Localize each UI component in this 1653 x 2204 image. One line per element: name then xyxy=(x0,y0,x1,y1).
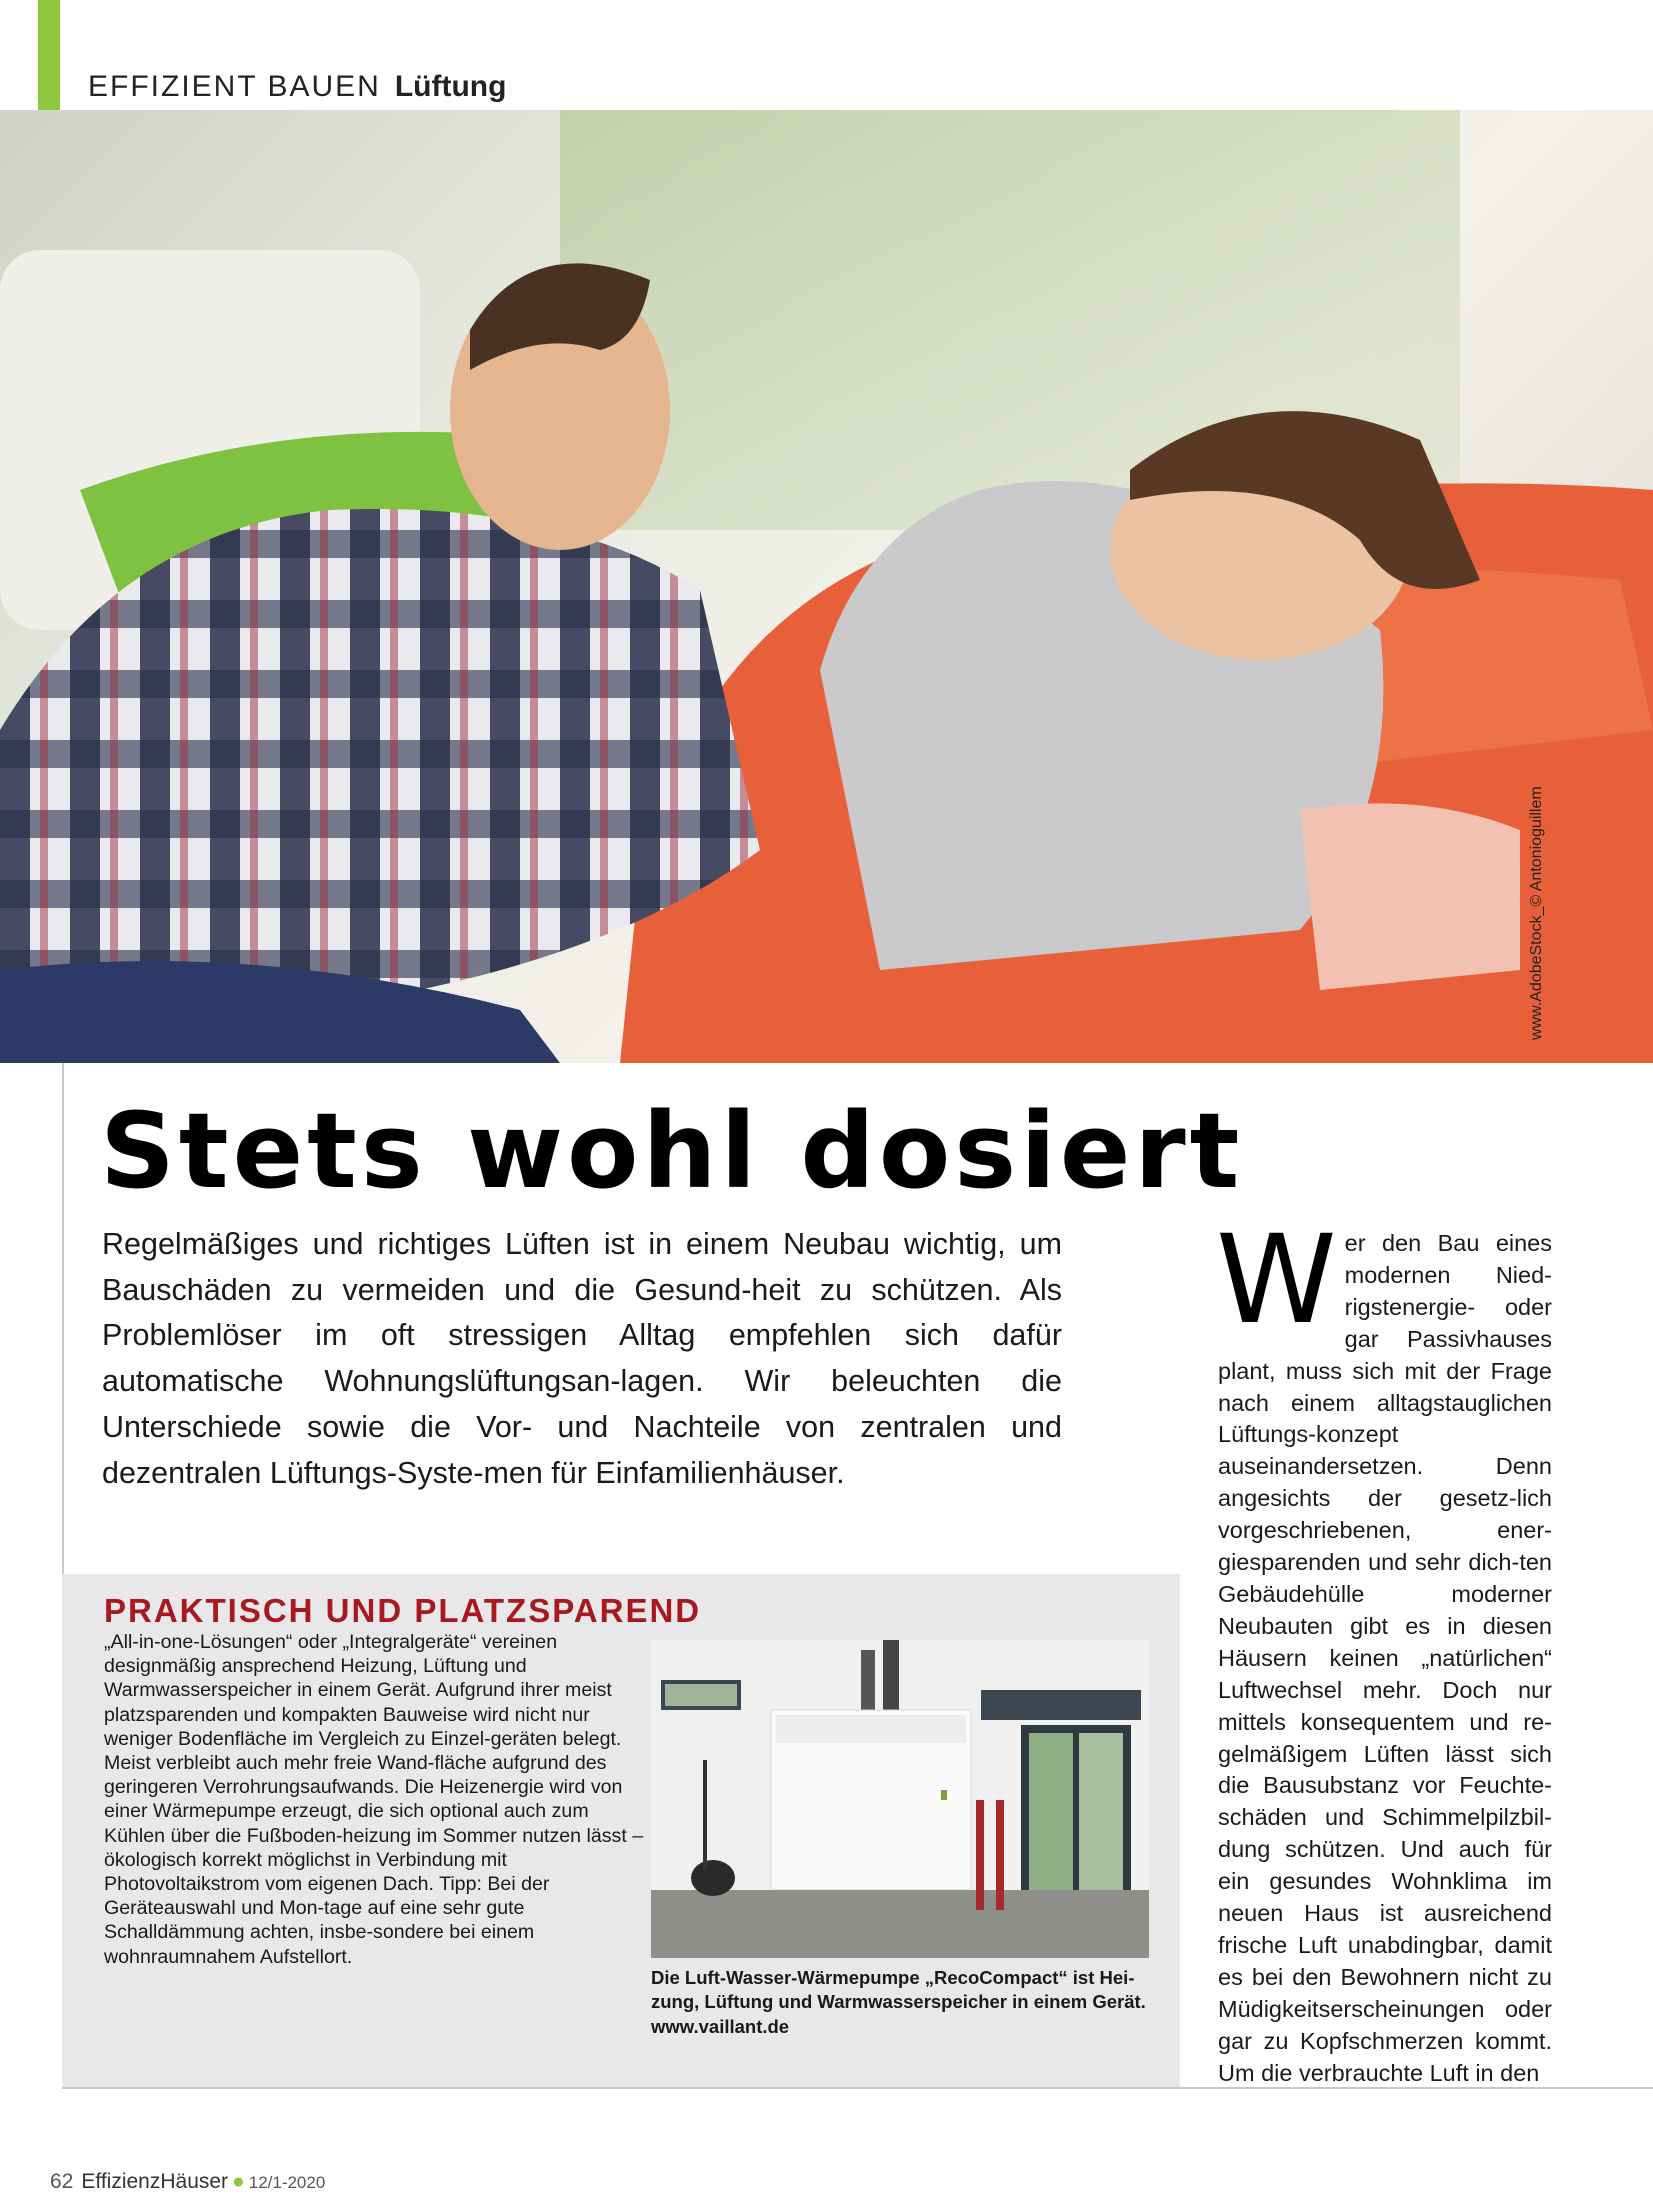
page-number: 62 xyxy=(50,2170,74,2193)
drop-cap: W xyxy=(1216,1209,1337,1351)
article-title: Stets wohl dosiert xyxy=(100,1090,1244,1212)
article-lead: Regelmäßiges und richtiges Lüften ist in einem Neubau wichtig, um Bauschäden zu vermeiden und die Gesund-heit zu schützen. Als Problemlöser im oft stressigen Alltag empfehlen sich dafür automatische Wohnungslüftungsan-lagen. Wir beleuchten die Unterschiede sowie die Vor- und Nachteile von zentralen und dezentralen Lüftungs-Syste-men für Einfamilienhäuser. xyxy=(102,1227,1062,1490)
page-footer xyxy=(50,2170,325,2194)
product-photo xyxy=(651,1640,1149,1958)
section-header xyxy=(88,70,506,104)
product-illustration xyxy=(651,1640,1149,1958)
bullet-icon: ● xyxy=(232,2170,245,2193)
body-text: er den Bau eines modernen Nied-rigstenergie- oder gar Passivhauses plant, muss sich mit der Frage nach einem alltagstauglichen Lüftungs-konzept auseinandersetzen. Denn angesichts der gesetz-lich vorgeschriebenen, ener-giesparenden und sehr dich-ten Gebäudehülle moderner Neubauten gibt es in diesen Häusern keinen „natürlichen“ Luftwechsel mehr. Doch nur mittels konsequentem und re-gelmäßigem Lüften lässt sich die Bausubstanz vor Feuchte-schäden und Schimmelpilzbil-dung schützen. Und auch für ein gesundes Wohnklima im neuen Haus ist ausreichend frische Luft unabdingbar, damit es bei den Bewohnern nicht zu Müdigkeitserscheinungen oder gar zu Kopfschmerzen kommt. Um die verbrauchte Luft in den xyxy=(1218,1230,1552,2086)
hero-photo xyxy=(0,110,1653,1063)
sidebar-box-text: „All-in-one-Lösungen“ oder „Integralgeräte“ vereinen designmäßig ansprechend Heizung, Lüftung und Warmwasserspeicher in einem Gerät. Aufgrund ihrer meist platzsparenden und kompakten Bauweise wird nicht nur weniger Bodenfläche im Vergleich zu Einzel-geräten belegt. Meist verbleibt auch mehr freie Wand-fläche aufgrund des geringeren Verrohrungsaufwands. Die Heizenergie wird von einer Wärmepumpe erzeugt, die sich optional auch zum Kühlen über die Fußboden-heizung im Sommer nutzen lässt – ökologisch korrekt möglichst in Verbindung mit Photovoltaikstrom vom eigenen Dach. Tipp: Bei der Geräteauswahl und Mon-tage auf eine sehr gute Schalldämmung achten, insbe-sondere bei einem wohnraumnahem Aufstellort. xyxy=(104,1631,644,1968)
sidebar-box-title: PRAKTISCH UND PLATZSPAREND xyxy=(104,1592,702,1629)
issue-number: 12/1-2020 xyxy=(248,2173,326,2192)
caption-text: Die Luft-Wasser-Wärmepumpe „RecoCompact“ ist Hei-zung, Lüftung und Warmwasserspeicher in einem Gerät. xyxy=(651,1967,1146,2013)
photo-credit: www.AdobeStock_© Antonioguillem xyxy=(1528,786,1545,1040)
section-label: EFFIZIENT BAUEN xyxy=(88,70,381,103)
magazine-name: EffizienzHäuser xyxy=(81,2170,229,2193)
body-column xyxy=(1216,1209,1552,2089)
hero-illustration xyxy=(0,110,1653,1063)
product-caption xyxy=(651,1966,1171,2039)
topic-label: Lüftung xyxy=(394,70,507,103)
caption-url: www.vaillant.de xyxy=(651,2015,790,2037)
